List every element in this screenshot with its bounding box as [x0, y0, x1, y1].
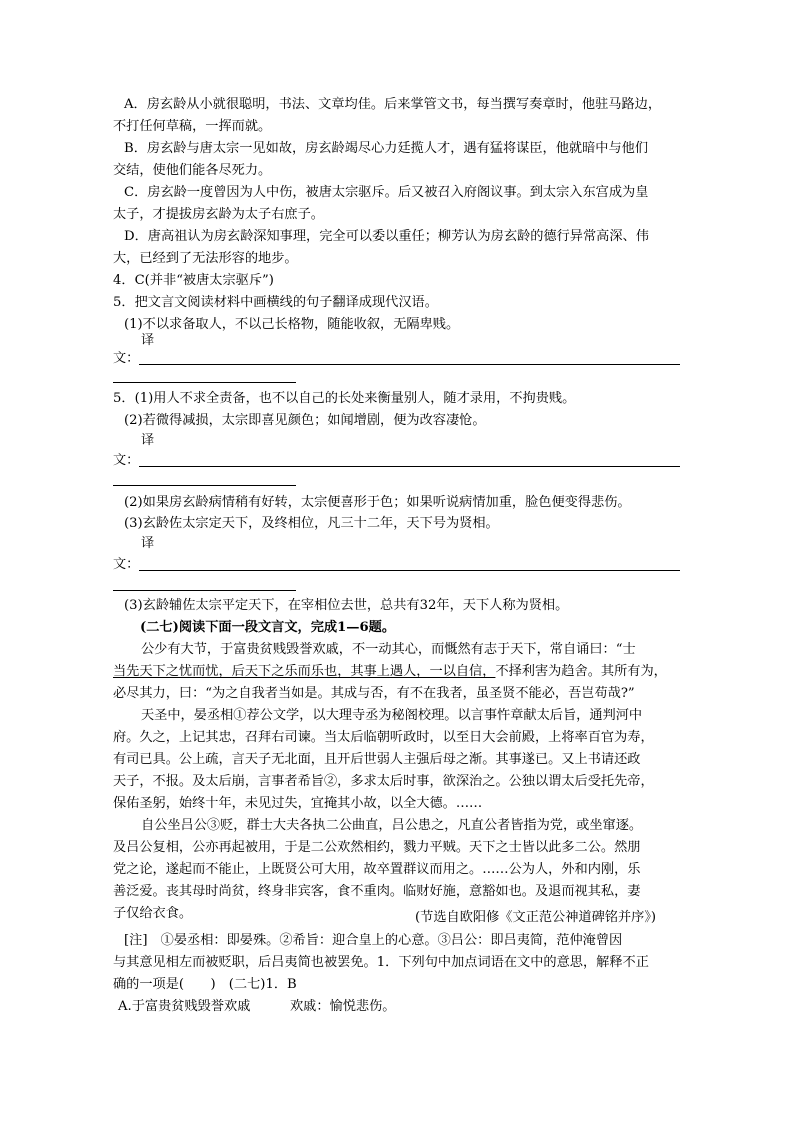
passage-p2-line2: 府。久之，上记其忠，召拜右司谏。当太后临朝听政时，以至日大会前殿，上将率百官为寿， [113, 730, 654, 745]
option-c-line2: 太子，才提拔房玄龄为太子右庶子。 [113, 207, 324, 222]
passage-p3-line2: 及吕公复相，公亦再起被用，于是二公欢然相约，戮力平贼。天下之士皆以此多二公。然朋 [113, 840, 641, 855]
option-a-item: A.于富贵贫贱毁誉欢戚 欢戚：愉悦悲伤。 [118, 999, 396, 1014]
translate-label: 译 [141, 536, 155, 551]
q5-sentence-1: (1)不以求备取人，不以己长格物，随能收叙，无隔卑贱。 [124, 317, 460, 332]
notes-line2: 与其意见相左而被贬职，后吕夷简也被罢免。1．下列句中加点词语在文中的意思，解释不正 [113, 955, 649, 970]
passage-p2-line4: 天子，不报。及太后崩，言事者希旨②，多求太后时事，欲深治之。公独以谓太后受托先帝， [113, 774, 654, 789]
option-a-line1: A．房玄龄从小就很聪明，书法、文章均佳。后来掌管文书，每当撰写奏章时，他驻马路边， [124, 97, 662, 112]
q5-sentence-3: (3)玄龄佐太宗定天下，及终相位，凡三十二年，天下号为贤相。 [124, 516, 499, 531]
answer-line [139, 364, 680, 365]
question-5: 5．把文言文阅读材料中画横线的句子翻译成现代汉语。 [113, 295, 438, 310]
answer-line [113, 382, 296, 383]
notes-line1: [注] ①晏丞相：即晏殊。②希旨：迎合皇上的心意。③吕公：即吕夷简，范仲淹曾因 [124, 933, 623, 948]
option-d-line2: 大，已经到了无法形容的地步。 [113, 251, 298, 266]
question-1-line: 确的一项是( ) (二七)1．B [113, 977, 297, 992]
option-c-line1: C．房玄龄一度曾因为人中伤，被唐太宗驱斥。后又被召入府阁议事。到太宗入东宫成为皇 [124, 185, 649, 200]
option-b-line2: 交结，使他们能各尽死力。 [113, 163, 272, 178]
section-27-heading: (二七)阅读下面一段文言文，完成1—6题。 [140, 620, 396, 635]
answer-line [139, 570, 680, 571]
option-d-line1: D．唐高祖认为房玄龄深知事理，完全可以委以重任；柳芳认为房玄龄的德行异常高深、伟 [124, 229, 649, 244]
passage-p3-line1: 自公坐吕公③贬，群士大夫各执二公曲直，吕公患之，凡直公者皆指为党，或坐窜逐。 [141, 818, 643, 833]
answer-line [139, 466, 680, 467]
passage-p3-line3: 党之论，遂起而不能止，上既贤公可大用，故卒置群议而用之。……公为人，外和内刚，乐 [113, 862, 641, 877]
passage-p3-line4: 善泛爱。丧其母时尚贫，终身非宾客，食不重肉。临财好施，意豁如也。及退而视其私，妻 [113, 884, 641, 899]
passage-p2-line3: 有司已具。公上疏，言天子无北面，且开后世弱人主强后母之渐。其事遂已。又上书请还政 [113, 752, 641, 767]
answer-5-3: (3)玄龄辅佐太宗平定天下，在宰相位去世，总共有32年，天下人称为贤相。 [124, 598, 569, 613]
translate-label: 译 [141, 433, 155, 448]
passage-text: ，其事上遇人，一以自信， [337, 664, 496, 679]
passage-p2-line5: 保佑圣躬，始终十年，未见过失，宜掩其小故，以全大德。…… [113, 796, 483, 811]
passage-p1-line2 [113, 663, 667, 681]
option-b-line1: B．房玄龄与唐太宗一见如故，房玄龄竭尽心力廷揽人才，遇有猛将谋臣，他就暗中与他们 [124, 141, 648, 156]
option-a-line2: 不打任何草稿，一挥而就。 [113, 119, 272, 134]
q5-sentence-2: (2)若微得减损，太宗即喜见颜色；如闻增剧，便为改容凄怆。 [124, 413, 486, 428]
translate-label: 译 [141, 333, 155, 348]
passage-p1-line3: 必尽其力，曰：“为之自我者当如是。其成与否，有不在我者，虽圣贤不能必，吾岂苟哉?” [113, 686, 635, 701]
source-citation: (节选自欧阳修《文正范公神道碑铭并序》) [415, 910, 657, 925]
answer-5-1: 5．(1)用人不求全责备，也不以自己的长处来衡量别人，随才录用，不拘贵贱。 [113, 391, 576, 406]
passage-p2-line1: 天圣中，晏丞相①荐公文学，以大理寺丞为秘阁校理。以言事忤章献太后旨，通判河中 [141, 708, 643, 723]
translate-label: 文： [113, 453, 140, 468]
translate-label: 文： [113, 557, 140, 572]
translate-label: 文： [113, 351, 140, 366]
underlined-sentence: 当先天下之忧而忧，后天下之乐而乐也 [113, 664, 338, 679]
answer-line [113, 590, 296, 591]
answer-4: 4．C(并非“被唐太宗驱斥”) [113, 273, 274, 288]
passage-text: 不择利害为趋舍。其所有为， [495, 664, 667, 679]
passage-p3-line5: 子仅给衣食。 [113, 906, 193, 921]
passage-p1-line1: 公少有大节，于富贵贫贱毁誉欢戚，不一动其心，而慨然有志于天下，常自诵曰：“士 [141, 642, 636, 657]
answer-line [113, 485, 296, 486]
answer-5-2: (2)如果房玄龄病情稍有好转，太宗便喜形于色；如果听说病情加重，脸色便变得悲伤。 [124, 495, 631, 510]
